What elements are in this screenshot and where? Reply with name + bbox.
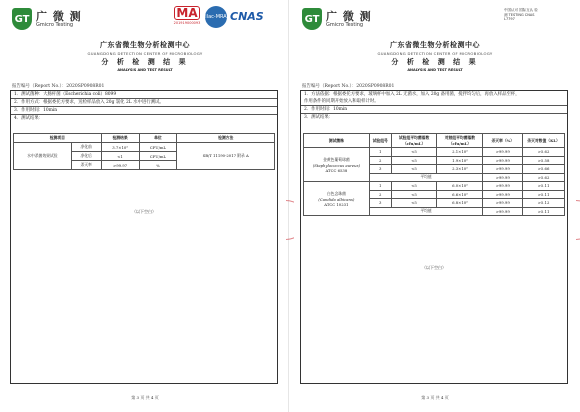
results-heading: 4．测试结果： bbox=[14, 116, 44, 121]
ilac-mra-seal: ilac-MRA bbox=[205, 6, 227, 28]
report-header bbox=[294, 40, 576, 72]
results-table bbox=[13, 133, 275, 170]
certification-marks bbox=[172, 6, 264, 28]
report-title-en: ANALYSIS AND TEST RESULT bbox=[117, 68, 173, 72]
center-title-cn: 广东省微生物分析检测中心 bbox=[390, 40, 480, 49]
test-count-cell: <5 bbox=[391, 190, 437, 199]
average-log-reduction-cell: >5.11 bbox=[523, 207, 565, 216]
report-header bbox=[4, 40, 286, 72]
table-row bbox=[304, 148, 565, 157]
gmicro-logo-mark: GT bbox=[12, 8, 32, 30]
test-count-cell: <5 bbox=[391, 156, 437, 165]
sub-item-cell: 杀灭率 bbox=[71, 161, 101, 170]
average-kill-rate-cell: >99.99 bbox=[483, 207, 523, 216]
control-count-cell: 6.6×10⁵ bbox=[437, 190, 483, 199]
average-log-reduction-cell: >5.62 bbox=[523, 173, 565, 182]
kill-rate-cell: >99.99 bbox=[483, 199, 523, 208]
gmicro-logo bbox=[302, 8, 372, 30]
results-box bbox=[300, 90, 568, 384]
strain-cell: 白色念珠菌 (Candida albicans) ATCC 10231 bbox=[304, 182, 370, 216]
logo-english-name: Gmicro Testing bbox=[326, 21, 364, 28]
log-reduction-cell: >5.12 bbox=[523, 199, 565, 208]
header-group: 试验组号 bbox=[369, 134, 391, 148]
control-count-cell: 6.8×10⁵ bbox=[437, 199, 483, 208]
center-title-en: GUANGDONG DETECTION CENTER OF MICROBIOLOGY bbox=[87, 51, 203, 56]
method-line: 2．作用方式：根据委托方要求，送检样品放入 20g 氯化 2L 水中进行测试。 bbox=[14, 100, 164, 105]
table-row bbox=[14, 143, 275, 152]
duration-line: 3．作用时间：10min bbox=[14, 108, 58, 113]
method-basis-line-2: 作用条件的同期开始放入和取样计时。 bbox=[304, 99, 379, 104]
kill-rate-cell: >99.99 bbox=[483, 182, 523, 191]
logo-chinese-name: 广 微 测 bbox=[36, 9, 82, 23]
duration-line: 2．作用时间：10min bbox=[304, 107, 348, 112]
blank-below-note: （以下空白） bbox=[422, 265, 446, 270]
control-count-cell: 6.0×10⁵ bbox=[437, 182, 483, 191]
method-basis-line: 1．方法依据：根据委托方要求，玻璃杯中加入 2L 无菌水，加入 20g 备用菌，搅拌均匀后，再放入样品至杯， bbox=[304, 92, 520, 97]
test-item-cell: 水中杀菌效果试验 bbox=[14, 143, 72, 170]
kill-rate-cell: >99.99 bbox=[483, 156, 523, 165]
results-box bbox=[10, 90, 278, 384]
cma-seal bbox=[172, 6, 202, 25]
group-number-cell: 2 bbox=[369, 190, 391, 199]
unit-cell: CFU/mL bbox=[139, 143, 177, 152]
method-cell: SB/T 11190-2017 附录 A bbox=[177, 143, 275, 170]
certification-marks bbox=[504, 6, 540, 22]
average-label-cell: 平均值 bbox=[369, 173, 483, 182]
report-title-cn: 分 析 检 测 结 果 bbox=[391, 57, 479, 66]
test-count-cell: <5 bbox=[391, 148, 437, 157]
blank-below-note: （以下空白） bbox=[132, 209, 156, 214]
unit-cell: CFU/mL bbox=[139, 152, 177, 161]
gmicro-logo-mark: GT bbox=[302, 8, 322, 30]
results-table bbox=[303, 133, 565, 216]
report-number: 报告编号（Report No.）：2020SP0908R01 bbox=[302, 84, 395, 89]
kill-rate-cell: >99.99 bbox=[483, 190, 523, 199]
report-page-right bbox=[294, 0, 576, 412]
header-log-reduction: 杀灭对数值（KL） bbox=[523, 134, 565, 148]
header-control-count: 对照组平均菌落数（cfu/mL） bbox=[437, 134, 483, 148]
report-page-left bbox=[4, 0, 286, 412]
group-number-cell: 3 bbox=[369, 199, 391, 208]
table-row bbox=[304, 182, 565, 191]
cma-mark: MA bbox=[174, 6, 200, 20]
cnas-seal: CNAS bbox=[230, 10, 264, 23]
report-title-cn: 分 析 检 测 结 果 bbox=[101, 57, 189, 66]
test-count-cell: <5 bbox=[391, 165, 437, 174]
cma-number: 201919000093 bbox=[173, 21, 201, 25]
result-cell: >99.97 bbox=[101, 161, 139, 170]
test-strain-line: 1．测试菌种：大肠杆菌（Escherichia coli）8099 bbox=[14, 92, 117, 97]
control-count-cell: 2.1×10⁵ bbox=[437, 148, 483, 157]
log-reduction-cell: >5.11 bbox=[523, 190, 565, 199]
table-header-row bbox=[14, 134, 275, 143]
result-cell: 3.7×10⁵ bbox=[101, 143, 139, 152]
log-reduction-cell: >5.62 bbox=[523, 148, 565, 157]
average-label-cell: 平均值 bbox=[369, 207, 483, 216]
sub-item-cell: 净化后 bbox=[71, 152, 101, 161]
cnas-small-mark: 中国认可 国际互认 检测 TESTING CNAS L7797 bbox=[504, 8, 538, 21]
control-count-cell: 2.3×10⁵ bbox=[437, 165, 483, 174]
sub-item-cell: 净化前 bbox=[71, 143, 101, 152]
test-count-cell: <5 bbox=[391, 199, 437, 208]
logo-english-name: Gmicro Testing bbox=[36, 21, 74, 28]
table-header-row bbox=[304, 134, 565, 148]
kill-rate-cell: >99.99 bbox=[483, 165, 523, 174]
result-cell: <1 bbox=[101, 152, 139, 161]
page-footer: 第 3 页 共 4 页 bbox=[131, 395, 159, 400]
group-number-cell: 2 bbox=[369, 156, 391, 165]
report-number: 报告编号（Report No.）：2020SP0908R01 bbox=[12, 84, 105, 89]
average-kill-rate-cell: >99.99 bbox=[483, 173, 523, 182]
header-unit: 单位 bbox=[139, 134, 177, 143]
header-test-count: 试验组平均菌落数（cfu/mL） bbox=[391, 134, 437, 148]
report-title-en: ANALYSIS AND TEST RESULT bbox=[407, 68, 463, 72]
strain-cell: 金黄色葡萄球菌 (Staphylococcus aureus) ATCC 6538 bbox=[304, 148, 370, 182]
header-result: 检测结果 bbox=[101, 134, 139, 143]
group-number-cell: 3 bbox=[369, 165, 391, 174]
group-number-cell: 1 bbox=[369, 148, 391, 157]
log-reduction-cell: >5.11 bbox=[523, 182, 565, 191]
header-method: 检测方法 bbox=[177, 134, 275, 143]
log-reduction-cell: >5.58 bbox=[523, 156, 565, 165]
kill-rate-cell: >99.99 bbox=[483, 148, 523, 157]
log-reduction-cell: >5.66 bbox=[523, 165, 565, 174]
center-title-en: GUANGDONG DETECTION CENTER OF MICROBIOLOGY bbox=[377, 51, 493, 56]
control-count-cell: 1.9×10⁵ bbox=[437, 156, 483, 165]
group-number-cell: 1 bbox=[369, 182, 391, 191]
center-title-cn: 广东省微生物分析检测中心 bbox=[100, 40, 190, 49]
header-kill-rate: 杀灭率（%） bbox=[483, 134, 523, 148]
header-item: 检测项目 bbox=[14, 134, 102, 143]
results-heading: 3．测试结果： bbox=[304, 115, 334, 120]
page-footer: 第 3 页 共 4 页 bbox=[421, 395, 449, 400]
unit-cell: % bbox=[139, 161, 177, 170]
gmicro-logo bbox=[12, 8, 82, 30]
test-count-cell: <5 bbox=[391, 182, 437, 191]
logo-chinese-name: 广 微 测 bbox=[326, 9, 372, 23]
header-strain: 测试菌株 bbox=[304, 134, 370, 148]
